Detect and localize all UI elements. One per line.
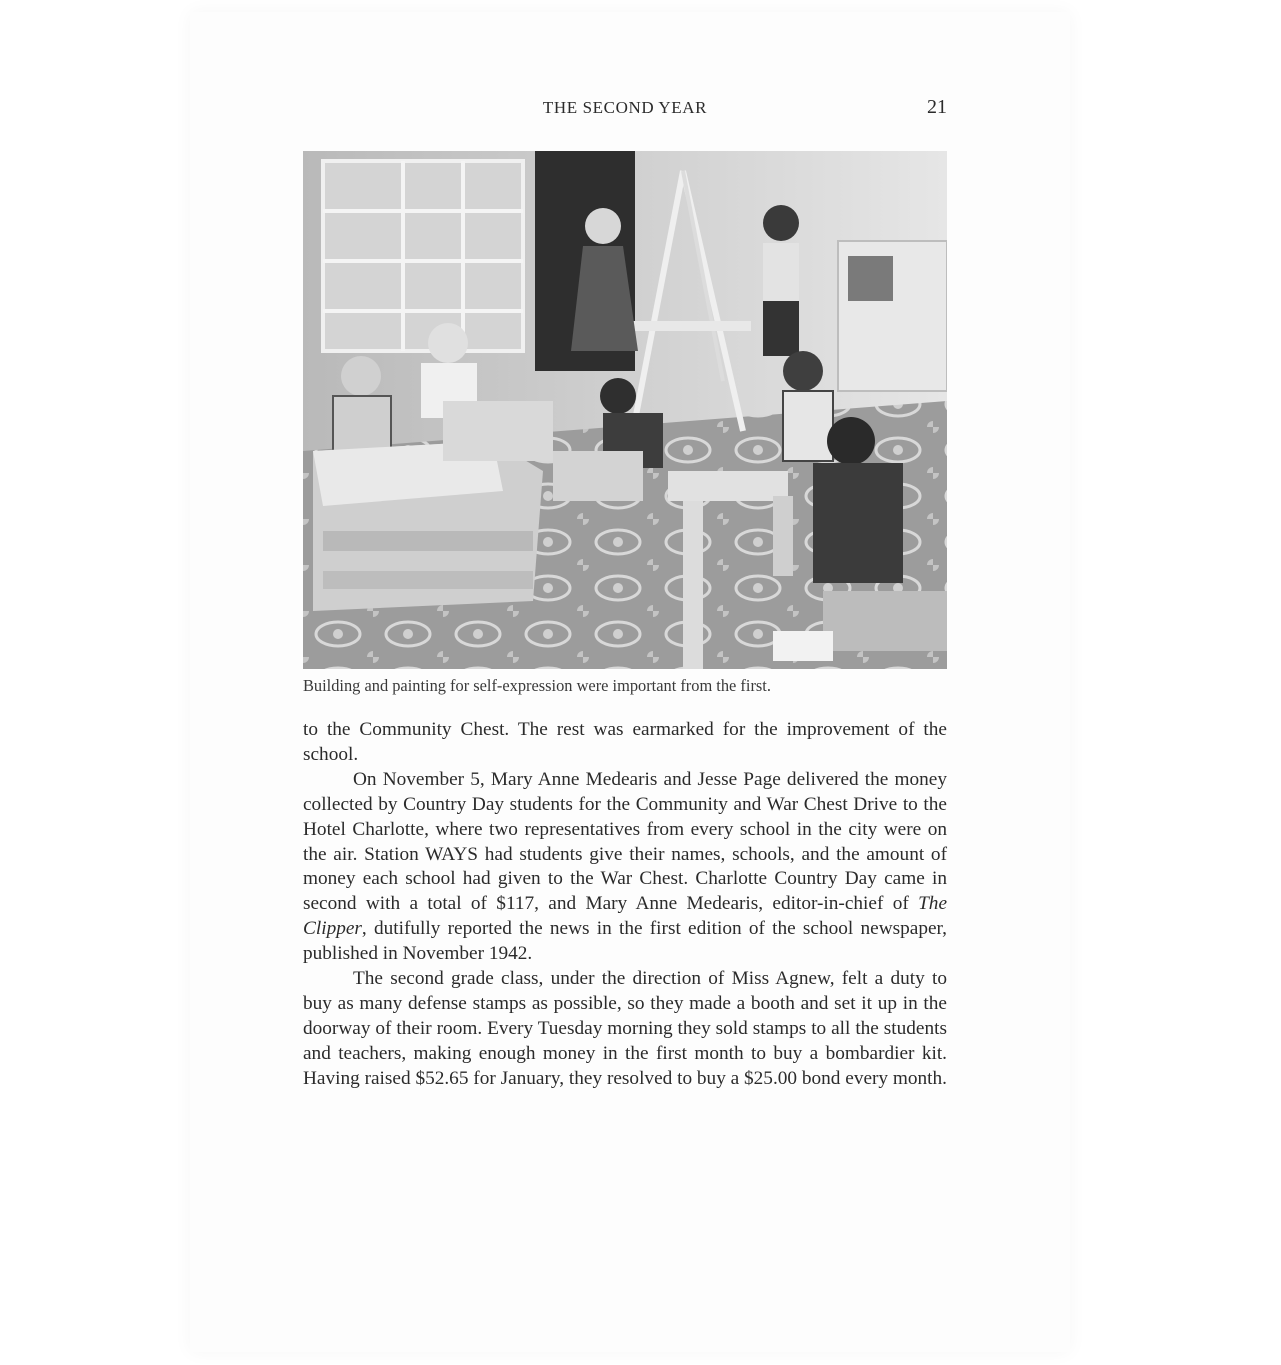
paragraph-2 xyxy=(303,768,947,967)
paragraph-3-text: The second grade class, under the direction of Miss Agnew, felt a duty to buy as many defense stamps as possible, so they made a booth and set it up in the doorway of their room. Every Tuesday morning they sold stamps to all the students and teachers, making enough money in the first month to buy a bombardier kit. Having raised $52.65 for January, they resolved to buy a $25.00 bond every month. xyxy=(303,968,947,1089)
paragraph-1-text: to the Community Chest. The rest was earmarked for the improvement of the school. xyxy=(303,719,947,765)
newspaper-title: The Clipper xyxy=(303,893,947,940)
paragraph-2-text: On November 5, Mary Anne Medearis and Jesse Page delivered the money collected by Country Day students for the Community and War Chest Drive to the Hotel Charlotte, where two representatives from every school in the city were on the air. Station WAYS had students give their names, schools, and the amount of money each school had given to the War Chest. Charlotte Country Day came in second with a total of $117, and Mary Anne Medearis, editor-in-chief of xyxy=(303,768,947,915)
running-title: THE SECOND YEAR xyxy=(542,98,708,117)
classroom-photo xyxy=(303,151,947,669)
running-head xyxy=(303,96,947,122)
photo-caption: Building and painting for self-expression were important from the first. xyxy=(303,676,771,695)
paragraph-2-text-after: , dutifully reported the news in the first edition of the school newspaper, published in November 1942. xyxy=(303,918,947,965)
body-text xyxy=(303,718,947,1092)
paragraph-3 xyxy=(303,967,947,1092)
page-number: 21 xyxy=(927,96,947,118)
paragraph-1 xyxy=(303,718,947,768)
